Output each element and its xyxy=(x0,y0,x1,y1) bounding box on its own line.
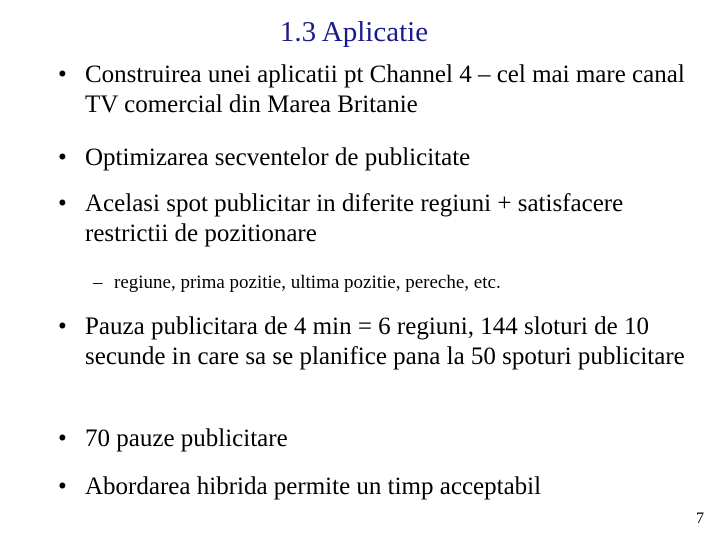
bullet-item xyxy=(58,189,698,249)
bullet-marker: • xyxy=(58,144,67,171)
bullet-text: Optimizarea secventelor de publicitate xyxy=(85,144,471,171)
dash-marker: – xyxy=(93,272,103,293)
slide-title: 1.3 Aplicatie xyxy=(279,16,429,48)
bullet-text: Abordarea hibrida permite un timp acceptabil xyxy=(85,473,542,500)
bullet-marker: • xyxy=(58,190,67,217)
bullet-marker: • xyxy=(58,473,67,500)
bullet-marker: • xyxy=(58,425,67,452)
bullet-item xyxy=(58,60,698,120)
sub-bullet-item xyxy=(93,271,693,295)
bullet-text: 70 pauze publicitare xyxy=(85,425,288,452)
bullet-marker: • xyxy=(58,313,67,340)
bullet-text: Pauza publicitara de 4 min = 6 regiuni, 144 sloturi de 10 secunde in care sa se planifice pana la 50 spoturi publicitare xyxy=(85,313,685,370)
bullet-item xyxy=(58,312,698,372)
sub-bullet-text: regiune, prima pozitie, ultima pozitie, pereche, etc. xyxy=(114,272,501,293)
bullet-text: Construirea unei aplicatii pt Channel 4 – cel mai mare canal TV comercial din Marea Britanie xyxy=(85,61,685,118)
page-number: 7 xyxy=(696,510,704,527)
bullet-item xyxy=(58,424,698,454)
bullet-text: Acelasi spot publicitar in diferite regiuni + satisfacere restrictii de pozitionare xyxy=(85,190,624,247)
bullet-item xyxy=(58,143,698,173)
bullet-item xyxy=(58,472,698,502)
bullet-marker: • xyxy=(58,61,67,88)
